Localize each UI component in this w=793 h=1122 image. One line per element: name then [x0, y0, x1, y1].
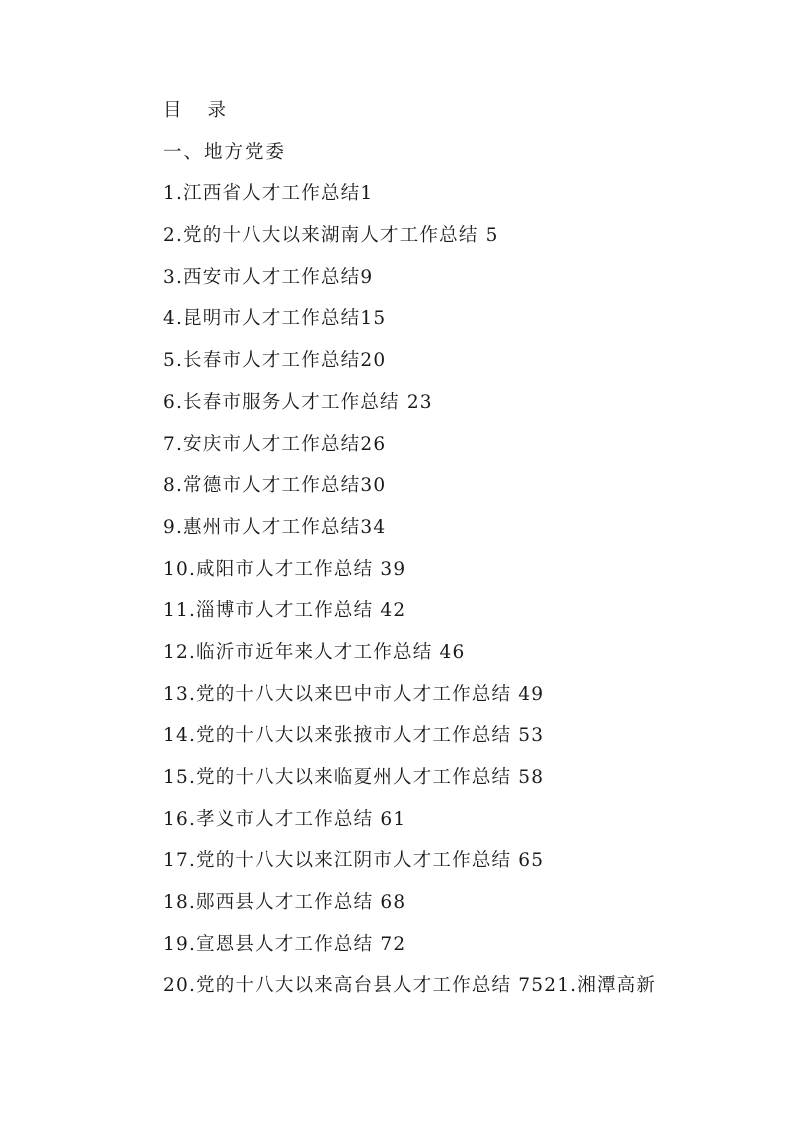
toc-entry: 15.党的十八大以来临夏州人才工作总结 58	[163, 767, 545, 788]
toc-entry: 20.党的十八大以来高台县人才工作总结 7521.湘潭高新	[163, 975, 657, 997]
toc-entry: 8.常德市人才工作总结30	[163, 475, 387, 497]
toc-entry: 17.党的十八大以来江阴市人才工作总结 65	[163, 850, 545, 872]
toc-entry: 13.党的十八大以来巴中市人才工作总结 49	[163, 683, 545, 705]
table-of-contents	[163, 92, 763, 1009]
toc-title-right: 录	[207, 100, 229, 121]
toc-entry: 19.宣恩县人才工作总结 72	[163, 933, 407, 955]
section-heading: 一、地方党委	[163, 141, 287, 163]
toc-entry: 12.临沂市近年来人才工作总结 46	[163, 641, 466, 663]
toc-title-left: 目	[163, 100, 184, 121]
toc-entry: 3.西安市人才工作总结9	[163, 266, 374, 288]
toc-entry: 6.长春市服务人才工作总结 23	[163, 391, 433, 413]
toc-entry: 14.党的十八大以来张掖市人才工作总结 53	[163, 725, 545, 747]
toc-entry: 18.郧西县人才工作总结 68	[163, 892, 407, 914]
toc-title	[163, 92, 763, 134]
toc-entry: 1.江西省人才工作总结1	[163, 183, 374, 205]
toc-entry: 2.党的十八大以来湖南人才工作总结 5	[163, 225, 499, 247]
toc-entry: 4.昆明市人才工作总结15	[163, 308, 387, 330]
toc-entry: 16.孝义市人才工作总结 61	[163, 808, 407, 830]
toc-entry: 11.淄博市人才工作总结 42	[163, 600, 407, 622]
toc-entry: 10.咸阳市人才工作总结 39	[163, 558, 407, 580]
toc-entry: 7.安庆市人才工作总结26	[163, 433, 387, 455]
toc-entry: 9.惠州市人才工作总结34	[163, 516, 387, 538]
toc-entry: 5.长春市人才工作总结20	[163, 350, 387, 372]
